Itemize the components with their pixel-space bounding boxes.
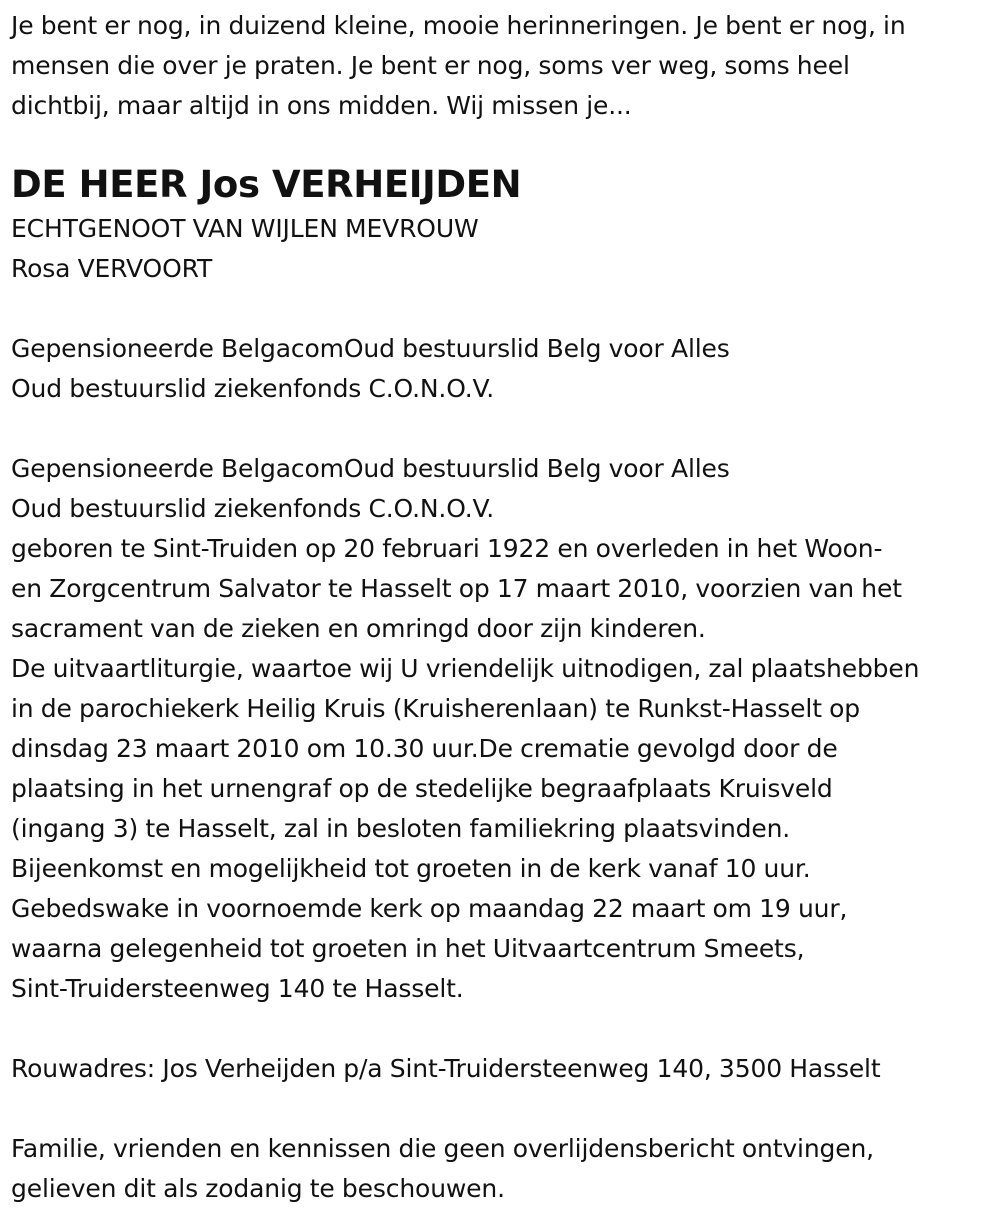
announcement-line-9: Bijeenkomst en mogelijkheid tot groeten in de kerk vanaf 10 uur. xyxy=(11,854,811,883)
closing-line-2: gelieven dit als zodanig te beschouwen. xyxy=(11,1174,505,1203)
mourning-address xyxy=(11,1049,996,1089)
announcement-line-10: Gebedswake in voornoemde kerk op maandag 22 maart om 19 uur, xyxy=(11,894,848,923)
announcement-line-1: geboren te Sint-Truiden op 20 februari 1922 en overleden in het Woon- xyxy=(11,534,883,563)
spouse-line-2: Rosa VERVOORT xyxy=(11,254,213,283)
spacer xyxy=(11,289,996,329)
career-block-1 xyxy=(11,329,996,409)
deceased-header xyxy=(11,161,996,289)
deceased-name-title: DE HEER Jos VERHEIJDEN xyxy=(11,163,522,206)
career-1-line-2: Oud bestuurslid ziekenfonds C.O.N.O.V. xyxy=(11,374,495,403)
obituary-document xyxy=(11,6,996,1209)
intro-line-3: dichtbij, maar altijd in ons midden. Wij missen je... xyxy=(11,91,632,120)
announcement-line-2: en Zorgcentrum Salvator te Hasselt op 17 maart 2010, voorzien van het xyxy=(11,574,902,603)
career-1-line-1: Gepensioneerde BelgacomOud bestuurslid Belg voor Alles xyxy=(11,334,730,363)
career-2-line-1: Gepensioneerde BelgacomOud bestuurslid Belg voor Alles xyxy=(11,454,730,483)
career-2-line-2: Oud bestuurslid ziekenfonds C.O.N.O.V. xyxy=(11,494,495,523)
intro-line-2: mensen die over je praten. Je bent er nog, soms ver weg, soms heel xyxy=(11,51,850,80)
announcement-paragraph xyxy=(11,529,996,1009)
closing-paragraph xyxy=(11,1129,996,1209)
announcement-line-12: Sint-Truidersteenweg 140 te Hasselt. xyxy=(11,974,464,1003)
spacer xyxy=(11,1089,996,1129)
announcement-line-11: waarna gelegenheid tot groeten in het Uitvaartcentrum Smeets, xyxy=(11,934,805,963)
announcement-line-4: De uitvaartliturgie, waartoe wij U vriendelijk uitnodigen, zal plaatshebben xyxy=(11,654,920,683)
announcement-line-7: plaatsing in het urnengraf op de stedelijke begraafplaats Kruisveld xyxy=(11,774,833,803)
announcement-line-8: (ingang 3) te Hasselt, zal in besloten familiekring plaatsvinden. xyxy=(11,814,791,843)
spacer xyxy=(11,409,996,449)
announcement-line-6: dinsdag 23 maart 2010 om 10.30 uur.De crematie gevolgd door de xyxy=(11,734,838,763)
announcement-line-3: sacrament van de zieken en omringd door zijn kinderen. xyxy=(11,614,706,643)
career-block-2 xyxy=(11,449,996,529)
intro-paragraph xyxy=(11,6,996,126)
closing-line-1: Familie, vrienden en kennissen die geen overlijdensbericht ontvingen, xyxy=(11,1134,874,1163)
spacer xyxy=(11,1009,996,1049)
announcement-line-5: in de parochiekerk Heilig Kruis (Kruisherenlaan) te Runkst-Hasselt op xyxy=(11,694,861,723)
intro-line-1: Je bent er nog, in duizend kleine, mooie herinneringen. Je bent er nog, in xyxy=(11,11,906,40)
spouse-line-1: ECHTGENOOT VAN WIJLEN MEVROUW xyxy=(11,214,479,243)
mourning-address-line: Rouwadres: Jos Verheijden p/a Sint-Truidersteenweg 140, 3500 Hasselt xyxy=(11,1054,881,1083)
